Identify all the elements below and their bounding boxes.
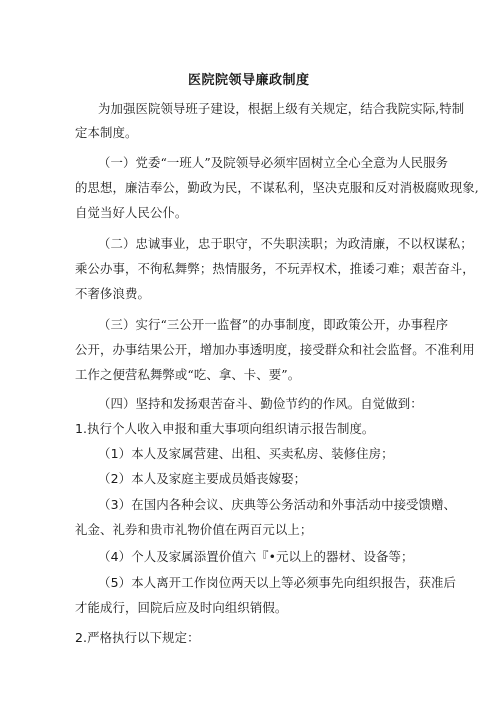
item-2-text: 严格执行以下规定： <box>87 630 200 645</box>
sub-item-1-text: 本人及家属营建、出租、买卖私房、装修住房； <box>131 446 394 461</box>
section-3-line-2: 公开，办事结果公开，增加办事透明度，接受群众和社会监督。不准利用 <box>75 342 475 357</box>
sub-item-4-line <box>98 549 413 565</box>
intro-line-1: 为加强医院领导班子建设，根据上级有关规定，结合我院实际,特制 <box>98 101 465 116</box>
sub-item-3-text: 在国内各种会议、庆典等公务活动和外事活动中接受馈赠、 <box>131 497 457 512</box>
section-2-line-1: （二）忠诚事业，忠于职守，不失职渎职；为政清廉，不以权谋私； <box>98 236 473 251</box>
section-3-line-3: 工作之便营私舞弊或“吃、拿、卡、要”。 <box>75 367 301 382</box>
sub-item-5-text: 本人离开工作岗位两天以上等必须事先向组织报告，获准后 <box>131 575 457 590</box>
sub-item-5-number: （5） <box>98 575 132 590</box>
section-2-line-2: 乘公办事，不徇私舞弊；热情服务，不玩弄权术，推诿刁难；艰苦奋斗， <box>75 261 475 276</box>
item-1-number: 1. <box>75 421 88 436</box>
sub-item-3-line-2: 礼金、礼券和贵市礼物价值在两百元以上； <box>75 522 313 537</box>
section-3-line-1: （三）实行“三公开一监督”的办事制度，即政策公开，办事程序 <box>98 317 449 332</box>
section-4-line-1: （四）坚持和发扬艰苦奋斗、勤俭节约的作风。自觉做到： <box>98 396 423 411</box>
sub-item-5-line-2: 才能成行，回院后应及时向组织销假。 <box>75 600 288 615</box>
section-2-line-3: 不奢侈浪费。 <box>75 286 150 301</box>
intro-line-2: 定本制度。 <box>75 125 138 140</box>
sub-item-1-line <box>98 446 394 462</box>
sub-item-5-line-1 <box>98 575 456 591</box>
section-1-line-1: （一）党委“一班人”及院领导必须牢固树立全心全意为人民服务 <box>98 155 449 170</box>
sub-item-2-line <box>98 471 306 487</box>
sub-item-2-text: 本人及家庭主要成员婚丧嫁娶； <box>131 471 307 486</box>
item-2-line <box>75 630 200 646</box>
sub-item-1-number: （1） <box>98 446 132 461</box>
item-2-number: 2. <box>75 630 88 645</box>
sub-item-3-number: （3） <box>98 497 132 512</box>
sub-item-2-number: （2） <box>98 471 132 486</box>
section-1-line-2: 的思想，廉洁奉公，勤政为民，不谋私利，坚决克服和反对消极腐败现象, <box>75 180 479 195</box>
sub-item-4-text: 个人及家属添置价值六『•元以上的器材、设备等； <box>131 549 414 564</box>
section-1-line-3: 自觉当好人民公仆。 <box>75 205 188 220</box>
sub-item-4-number: （4） <box>98 549 132 564</box>
document-title: 医院院领导廉政制度 <box>188 73 310 88</box>
item-1-line <box>75 421 374 437</box>
sub-item-3-line-1 <box>98 497 456 513</box>
item-1-text: 执行个人收入申报和重大事项向组织请示报告制度。 <box>87 421 375 436</box>
